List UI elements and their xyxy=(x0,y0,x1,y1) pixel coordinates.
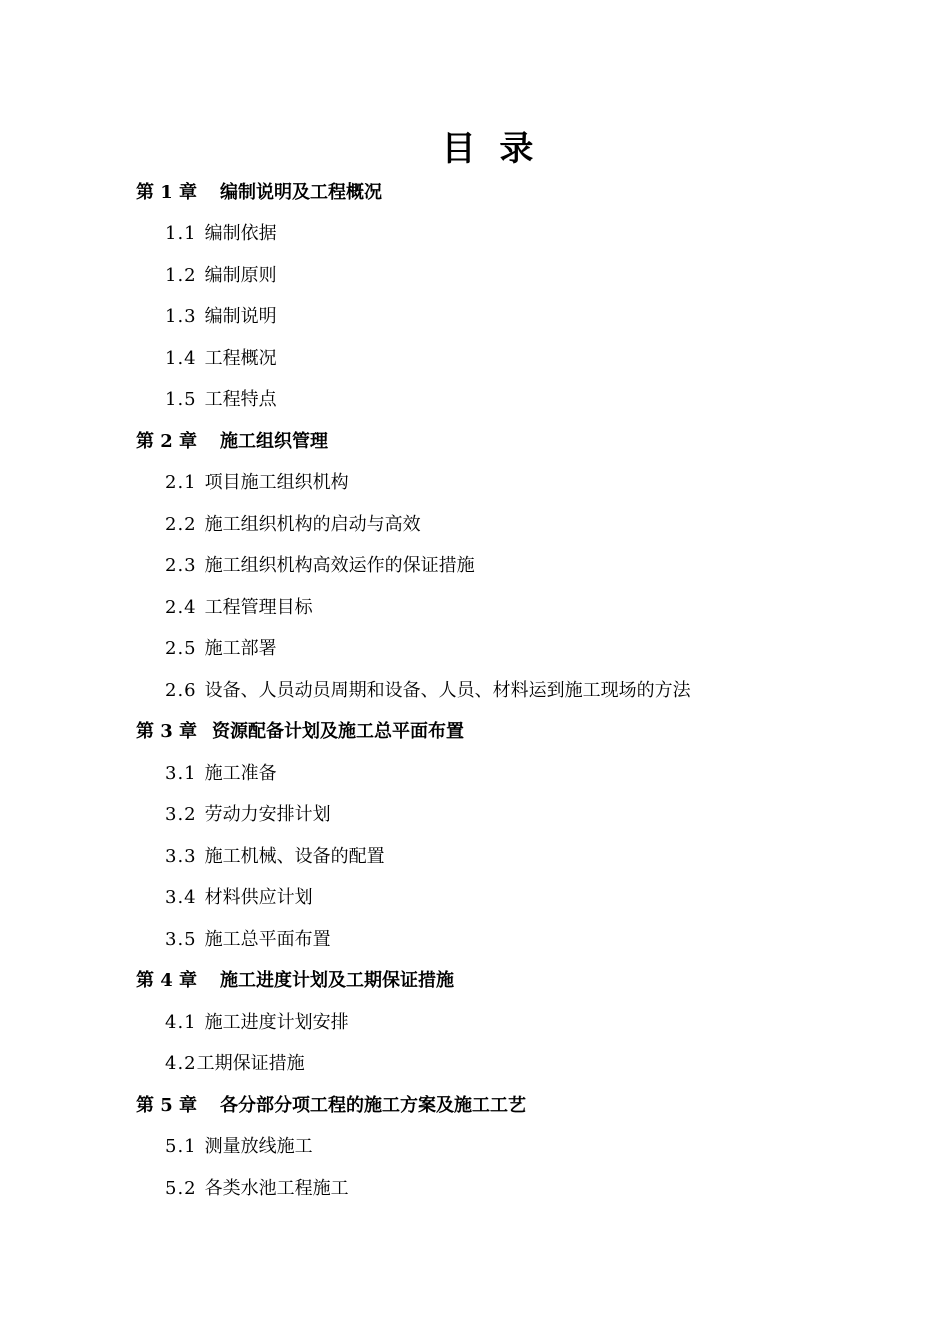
section-title: 工程特点 xyxy=(204,389,277,410)
toc-section-2-1[interactable] xyxy=(165,468,349,498)
toc-section-3-4[interactable] xyxy=(165,883,313,913)
section-number: 3.1 xyxy=(165,763,197,784)
section-title: 施工组织机构高效运作的保证措施 xyxy=(204,555,475,576)
chapter-title: 施工组织管理 xyxy=(220,431,328,452)
chapter-number: 第 1 章 xyxy=(136,182,198,203)
toc-title: 目 录 xyxy=(441,129,534,169)
section-title: 设备、人员动员周期和设备、人员、材料运到施工现场的方法 xyxy=(204,680,691,701)
toc-section-4-2[interactable] xyxy=(165,1049,305,1079)
section-title: 施工进度计划安排 xyxy=(204,1012,349,1033)
chapter-title: 编制说明及工程概况 xyxy=(220,182,382,203)
section-title: 测量放线施工 xyxy=(204,1136,313,1157)
toc-chapter-1[interactable] xyxy=(136,178,382,208)
section-title: 编制依据 xyxy=(204,223,277,244)
section-title: 各类水池工程施工 xyxy=(204,1178,349,1199)
chapter-title: 各分部分项工程的施工方案及施工工艺 xyxy=(220,1095,526,1116)
toc-section-1-5[interactable] xyxy=(165,385,277,415)
toc-section-3-2[interactable] xyxy=(165,800,331,830)
section-number: 2.5 xyxy=(165,638,197,659)
toc-section-3-5[interactable] xyxy=(165,925,331,955)
section-number: 4.2 xyxy=(165,1053,197,1074)
section-title: 劳动力安排计划 xyxy=(204,804,331,825)
toc-chapter-5[interactable] xyxy=(136,1091,526,1121)
chapter-number: 第 5 章 xyxy=(136,1095,198,1116)
section-number: 4.1 xyxy=(165,1012,197,1033)
toc-section-1-3[interactable] xyxy=(165,302,277,332)
section-number: 1.5 xyxy=(165,389,197,410)
section-number: 3.2 xyxy=(165,804,197,825)
toc-section-1-1[interactable] xyxy=(165,219,277,249)
toc-section-5-2[interactable] xyxy=(165,1174,349,1204)
chapter-title: 施工进度计划及工期保证措施 xyxy=(220,970,454,991)
section-title: 项目施工组织机构 xyxy=(204,472,349,493)
section-title: 施工机械、设备的配置 xyxy=(204,846,385,867)
chapter-number: 第 3 章 xyxy=(136,721,198,742)
section-number: 2.1 xyxy=(165,472,197,493)
section-title: 施工准备 xyxy=(204,763,277,784)
section-title: 工程管理目标 xyxy=(204,597,313,618)
section-number: 1.3 xyxy=(165,306,197,327)
section-number: 5.1 xyxy=(165,1136,197,1157)
chapter-number: 第 2 章 xyxy=(136,431,198,452)
section-number: 5.2 xyxy=(165,1178,197,1199)
toc-section-1-2[interactable] xyxy=(165,261,277,291)
toc-section-1-4[interactable] xyxy=(165,344,277,374)
section-number: 1.4 xyxy=(165,348,197,369)
toc-section-2-6[interactable] xyxy=(165,676,691,706)
section-title: 材料供应计划 xyxy=(204,887,313,908)
toc-section-5-1[interactable] xyxy=(165,1132,313,1162)
section-title: 编制原则 xyxy=(204,265,277,286)
section-number: 2.4 xyxy=(165,597,197,618)
chapter-title: 资源配备计划及施工总平面布置 xyxy=(212,721,464,742)
toc-section-2-5[interactable] xyxy=(165,634,277,664)
toc-chapter-2[interactable] xyxy=(136,427,328,457)
toc-section-2-2[interactable] xyxy=(165,510,421,540)
section-number: 3.5 xyxy=(165,929,197,950)
toc-section-4-1[interactable] xyxy=(165,1008,349,1038)
section-title: 施工组织机构的启动与高效 xyxy=(204,514,421,535)
toc-chapter-3[interactable] xyxy=(136,717,464,747)
section-number: 3.3 xyxy=(165,846,197,867)
section-title: 施工总平面布置 xyxy=(204,929,331,950)
section-title: 工期保证措施 xyxy=(196,1053,305,1074)
section-number: 2.2 xyxy=(165,514,197,535)
section-title: 编制说明 xyxy=(204,306,277,327)
section-number: 1.1 xyxy=(165,223,197,244)
toc-section-2-4[interactable] xyxy=(165,593,313,623)
section-number: 2.3 xyxy=(165,555,197,576)
toc-section-3-3[interactable] xyxy=(165,842,385,872)
toc-section-2-3[interactable] xyxy=(165,551,475,581)
toc-section-3-1[interactable] xyxy=(165,759,277,789)
toc-chapter-4[interactable] xyxy=(136,966,454,996)
section-title: 施工部署 xyxy=(204,638,277,659)
section-number: 3.4 xyxy=(165,887,197,908)
section-number: 2.6 xyxy=(165,680,197,701)
section-number: 1.2 xyxy=(165,265,197,286)
section-title: 工程概况 xyxy=(204,348,277,369)
chapter-number: 第 4 章 xyxy=(136,970,198,991)
